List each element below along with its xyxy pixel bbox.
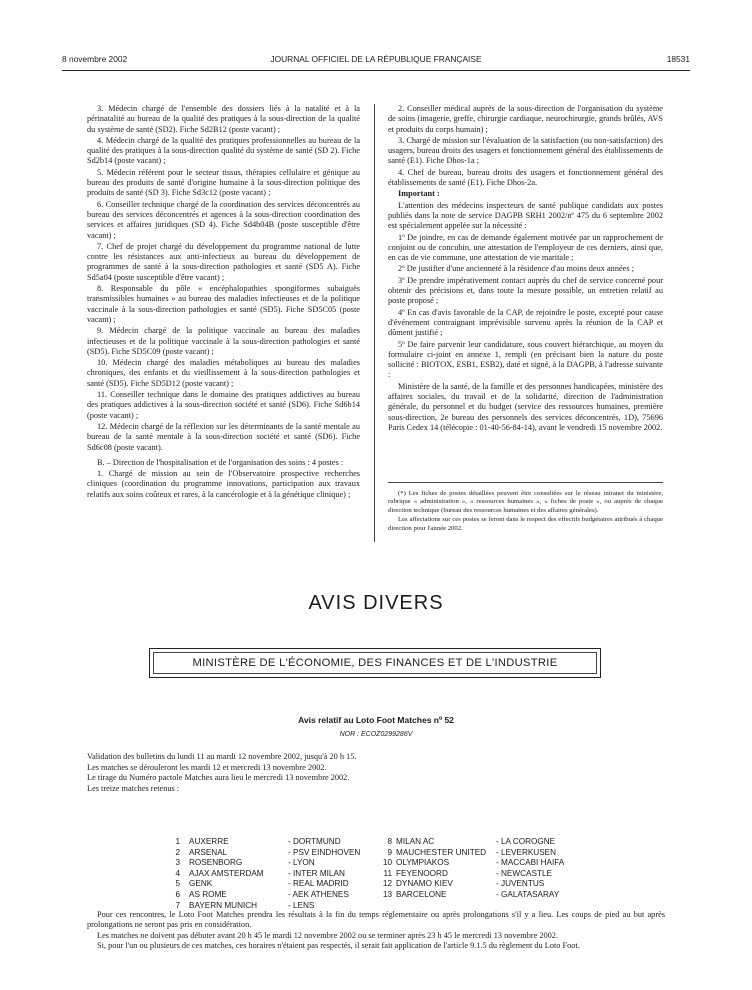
away-team: - MACCABI HAIFA (496, 858, 565, 868)
closing-text (87, 910, 665, 952)
match-number: 1 (175, 837, 180, 846)
footnotes (388, 482, 663, 534)
intro-line: Le tirage du Numéro pactole Matches aura lieu le mercredi 13 novembre 2002. (87, 773, 350, 783)
notice-paragraph: 1º De joindre, en cas de demande également motivée par un rapprochement de conjoint ou de concubin, une attestation de l'employeur de ces derniers, ainsi que, en cas de vie commune, une attestation de vie maritale ; (388, 232, 663, 263)
header-title: JOURNAL OFFICIEL DE LA RÉPUBLIQUE FRANÇAISE (270, 54, 482, 64)
notice-paragraph: 2º De justifier d'une ancienneté à la résidence d'au moins deux années ; (398, 264, 634, 274)
match-row (170, 848, 390, 859)
home-team: OLYMPIAKOS (396, 858, 450, 868)
post-item: 12. Médecin chargé de la réflexion sur les déterminants de la santé mentale au bureau de la santé mentale à la sous-direction société et santé (SD6). Fiche Sd6c08 (poste vacant). (87, 421, 360, 452)
page-header (62, 54, 690, 68)
avis-divers-heading: AVIS DIVERS (308, 592, 444, 614)
important-label: Important : (398, 189, 440, 199)
match-row (170, 879, 390, 890)
home-team: DYNAMO KIEV (396, 879, 453, 889)
match-row (382, 848, 602, 859)
match-number: 5 (175, 879, 180, 889)
footnote-rule (388, 482, 663, 483)
away-team: - DORTMUND (288, 837, 341, 846)
match-row (382, 890, 602, 901)
post-item: 5. Médecin référent pour le secteur tissus, thérapies cellulaire et génique au bureau des produits de santé d'origine humaine à la sous-direction politique des produits de santé (SD 3). Fiche Sd3c12 (poste vacant) ; (87, 167, 360, 198)
post-item: 8. Responsable du pôle « encéphalopathies spongiformes subaiguës transmissibles humaines » au bureau des maladies infectieuses et de la politique vaccinale à la sous-direction pathologies et santé (SD5). Fiche SD5C05 (poste vacant) ; (87, 284, 360, 324)
intro-line: Les treize matches retenus : (87, 783, 180, 793)
column-separator (374, 104, 375, 542)
match-row (170, 858, 390, 869)
intro-text (87, 752, 667, 794)
closing-paragraph: Pour ces rencontres, le Loto Foot Matches prendra les résultats à la fin du temps réglementaire ou après prolongations s'il y a lieu. Les coups de pied au but après prolongations ne seront pas pris en considération. (87, 910, 665, 930)
notice-paragraph: Ministère de la santé, de la famille et des personnes handicapées, ministère des affaires sociales, du travail et de la solidarité, direction de l'administration générale, du personnel et du budget (service des ressources humaines, première sous-direction, 2e bureau des personnels des services déconcentrés, 1D), 75696 Paris Cedex 14 (télécopie : 01-40-56-84-14), avant le vendredi 15 novembre 2002. (388, 381, 663, 432)
notice-paragraph: 5º De faire parvenir leur candidature, sous couvert hiérarchique, au moyen du formulaire ci-joint en annexe 1, rempli (en précisant bien la nature du poste sollicité : BIOTOX, ESB1, ESB2), daté et signé, à la DAGPB, à l'adresse suivante : (388, 339, 663, 380)
home-team: AJAX AMSTERDAM (189, 868, 264, 878)
post-item: 3. Chargé de mission sur l'évaluation de la satisfaction (ou non-satisfaction) des usagers, bureau droits des usagers et fonctionnement général des établissements de santé (E1). Fiche Dhos-1a ; (388, 135, 663, 166)
home-team: GENK (189, 879, 213, 889)
match-number: 3 (175, 858, 180, 868)
nor-reference (0, 731, 752, 738)
right-column (388, 104, 663, 434)
avis-title: Avis relatif au Loto Foot Matches nº 52 (298, 715, 454, 725)
home-team: AS ROME (189, 889, 227, 899)
match-number: 10 (382, 858, 392, 868)
home-team: FEYENOORD (396, 868, 448, 878)
notice-paragraph: 3º De prendre impérativement contact auprès du chef de service concerné pour obtenir des précisions et, dans toute la mesure possible, un entretien relatif au poste proposé ; (388, 275, 663, 306)
home-team: AUXERRE (189, 837, 229, 846)
match-row (382, 879, 602, 890)
post-item: 3. Médecin chargé de l'ensemble des dossiers liés à la natalité et à la périnatalité au bureau de la qualité des pratiques à la sous-direction de la qualité du système de santé (SD2). Fiche Sd2B12 (poste vacant) ; (87, 104, 360, 134)
match-number: 4 (175, 868, 180, 878)
match-row (382, 858, 602, 869)
match-row (170, 869, 390, 880)
intro-line: Les matches se dérouleront les mardi 12 et mercredi 13 novembre 2002. (87, 762, 327, 772)
post-item: 10. Médecin chargé des maladies métaboliques au bureau des maladies chroniques, des enfants et du vieillissement à la sous-direction pathologies et santé (SD5). Fiche SD5D12 (poste vacant) ; (87, 358, 360, 388)
away-team: - JUVENTUS (496, 879, 545, 889)
header-date: 8 novembre 2002 (62, 54, 128, 64)
matches-list-right (382, 837, 602, 901)
post-item: 2. Conseiller médical auprès de la sous-direction de l'organisation du système de soins (imagerie, greffe, chirurgie cardiaque, neurochirurgie, grands brûlés, AVS et produits du corps humain) ; (388, 104, 663, 134)
match-row (382, 869, 602, 880)
post-item: 4. Médecin chargé de la qualité des pratiques professionnelles au bureau de la qualité des pratiques à la sous-direction qualité du système de santé (SD 2). Fiche Sd2b14 (poste vacant) ; (87, 135, 360, 166)
away-team: - LYON (288, 858, 315, 868)
closing-paragraph: Si, pour l'un ou plusieurs de ces matches, ces horaires n'étaient pas respectés, il serait fait application de l'article 9.1.5 du règlement du Loto Foot. (97, 941, 580, 951)
left-column (87, 104, 360, 501)
match-number: 8 (387, 837, 392, 846)
footnote: Les affectations sur ces postes se feront dans le respect des effectifs budgétaires attribués à chaque direction pour l'année 2002. (388, 516, 663, 532)
away-team: - LENS (288, 900, 315, 910)
home-team: MILAN AC (396, 837, 435, 846)
home-team: BAYERN MUNICH (189, 900, 258, 910)
post-item: 4. Chef de bureau, bureau droits des usagers et fonctionnement général des établissements de santé (E1). Fiche Dhos-2a. (388, 167, 663, 188)
header-rule (62, 70, 690, 71)
away-team: - NEWCASTLE (496, 868, 552, 878)
match-number: 11 (383, 868, 392, 878)
home-team: MAUCHESTER UNITED (396, 847, 487, 857)
match-number: 6 (175, 889, 180, 899)
notice-paragraph: 4º En cas d'avis favorable de la CAP, de rejoindre le poste, excepté pour cause d'événement contraignant imprévisible survenu après la réunion de la CAP et dûment justifié ; (388, 307, 663, 338)
nor-code: ECOZ0299286V (361, 731, 413, 738)
header-page-number: 18531 (666, 54, 690, 64)
match-row (382, 837, 602, 848)
away-team: - PSV EINDHOVEN (288, 847, 361, 857)
section-heading: B. – Direction de l'hospitalisation et de l'organisation des soins : 4 postes : (97, 457, 344, 467)
match-number: 13 (382, 889, 392, 899)
ministry-box (149, 648, 601, 678)
away-team: - LA COROGNE (496, 837, 556, 846)
post-item: 7. Chef de projet chargé du développement du programme national de lutte contre les résistances aux anti-infectieux au bureau du développement de programmes de santé à la sous-direction pathologies et santé (SD5 A). Fiche Sd5a04 (poste susceptible d'être vacant) ; (87, 241, 360, 282)
away-team: - LEVERKUSEN (496, 847, 557, 857)
post-item: 1. Chargé de mission au sein de l'Observatoire prospective recherches cliniques (coordination du programme innovations, participation aux travaux relatifs aux soins coûteux et rares, à la cancérologie et à la génétique clinique) ; (87, 469, 360, 499)
home-team: ROSENBORG (189, 858, 243, 868)
post-item: 6. Conseiller technique chargé de la coordination des services déconcentrés au bureau des services déconcentrés et agences à la sous-direction coordination des services et affaires juridiques (SD 4). Fiche Sd4b04B (poste susceptible d'être vacant) ; (87, 199, 360, 240)
post-item: 9. Médecin chargé de la politique vaccinale au bureau des maladies infectieuses et de la politique vaccinale à la sous-direction pathologies et santé (SD5). Fiche SD5C09 (poste vacant) ; (87, 326, 360, 356)
match-row (170, 890, 390, 901)
post-item: 11. Conseiller technique dans le domaine des pratiques addictives au bureau des pratiques addictives à la sous-direction société et santé (SD6). Fiche Sd6b14 (poste vacant) ; (87, 390, 360, 420)
intro-line: Validation des bulletins du lundi 11 au mardi 12 novembre 2002, jusqu'à 20 h 15. (87, 752, 357, 761)
footnote: (*) Les fiches de postes détaillées peuvent être consultées sur le réseau intranet du ministère, rubrique « administration », « ressources humaines », « fiches de poste », ou auprès de chaque direction technique (bureau des ressources humaines et des affaires générales). (388, 490, 663, 514)
notice-paragraph: L'attention des médecins inspecteurs de santé publique candidats aux postes publiés dans la note de service DAGPB SRH1 2002/nº 475 du 6 septembre 2002 est spécialement appelée sur la nécessité : (388, 200, 663, 231)
match-number: 2 (175, 847, 180, 857)
away-team: - AEK ATHENES (288, 889, 349, 899)
nor-label: NOR : (339, 731, 360, 738)
match-row (170, 837, 390, 848)
match-number: 9 (387, 847, 392, 857)
match-number: 7 (175, 900, 180, 910)
away-team: - GALATASARAY (496, 889, 560, 899)
home-team: BARCELONE (396, 889, 447, 899)
home-team: ARSENAL (189, 847, 228, 857)
matches-list-left (170, 837, 390, 911)
match-number: 12 (382, 879, 392, 889)
closing-paragraph: Les matches ne doivent pas débuter avant 20 h 45 le mardi 12 novembre 2002 ou se terminer après 23 h 45 le mercredi 13 novembre 2002. (97, 930, 559, 940)
ministry-title: MINISTÈRE DE L'ÉCONOMIE, DES FINANCES ET DE L'INDUSTRIE (192, 657, 558, 669)
away-team: - REAL MADRID (288, 879, 349, 889)
away-team: - INTER MILAN (288, 868, 345, 878)
